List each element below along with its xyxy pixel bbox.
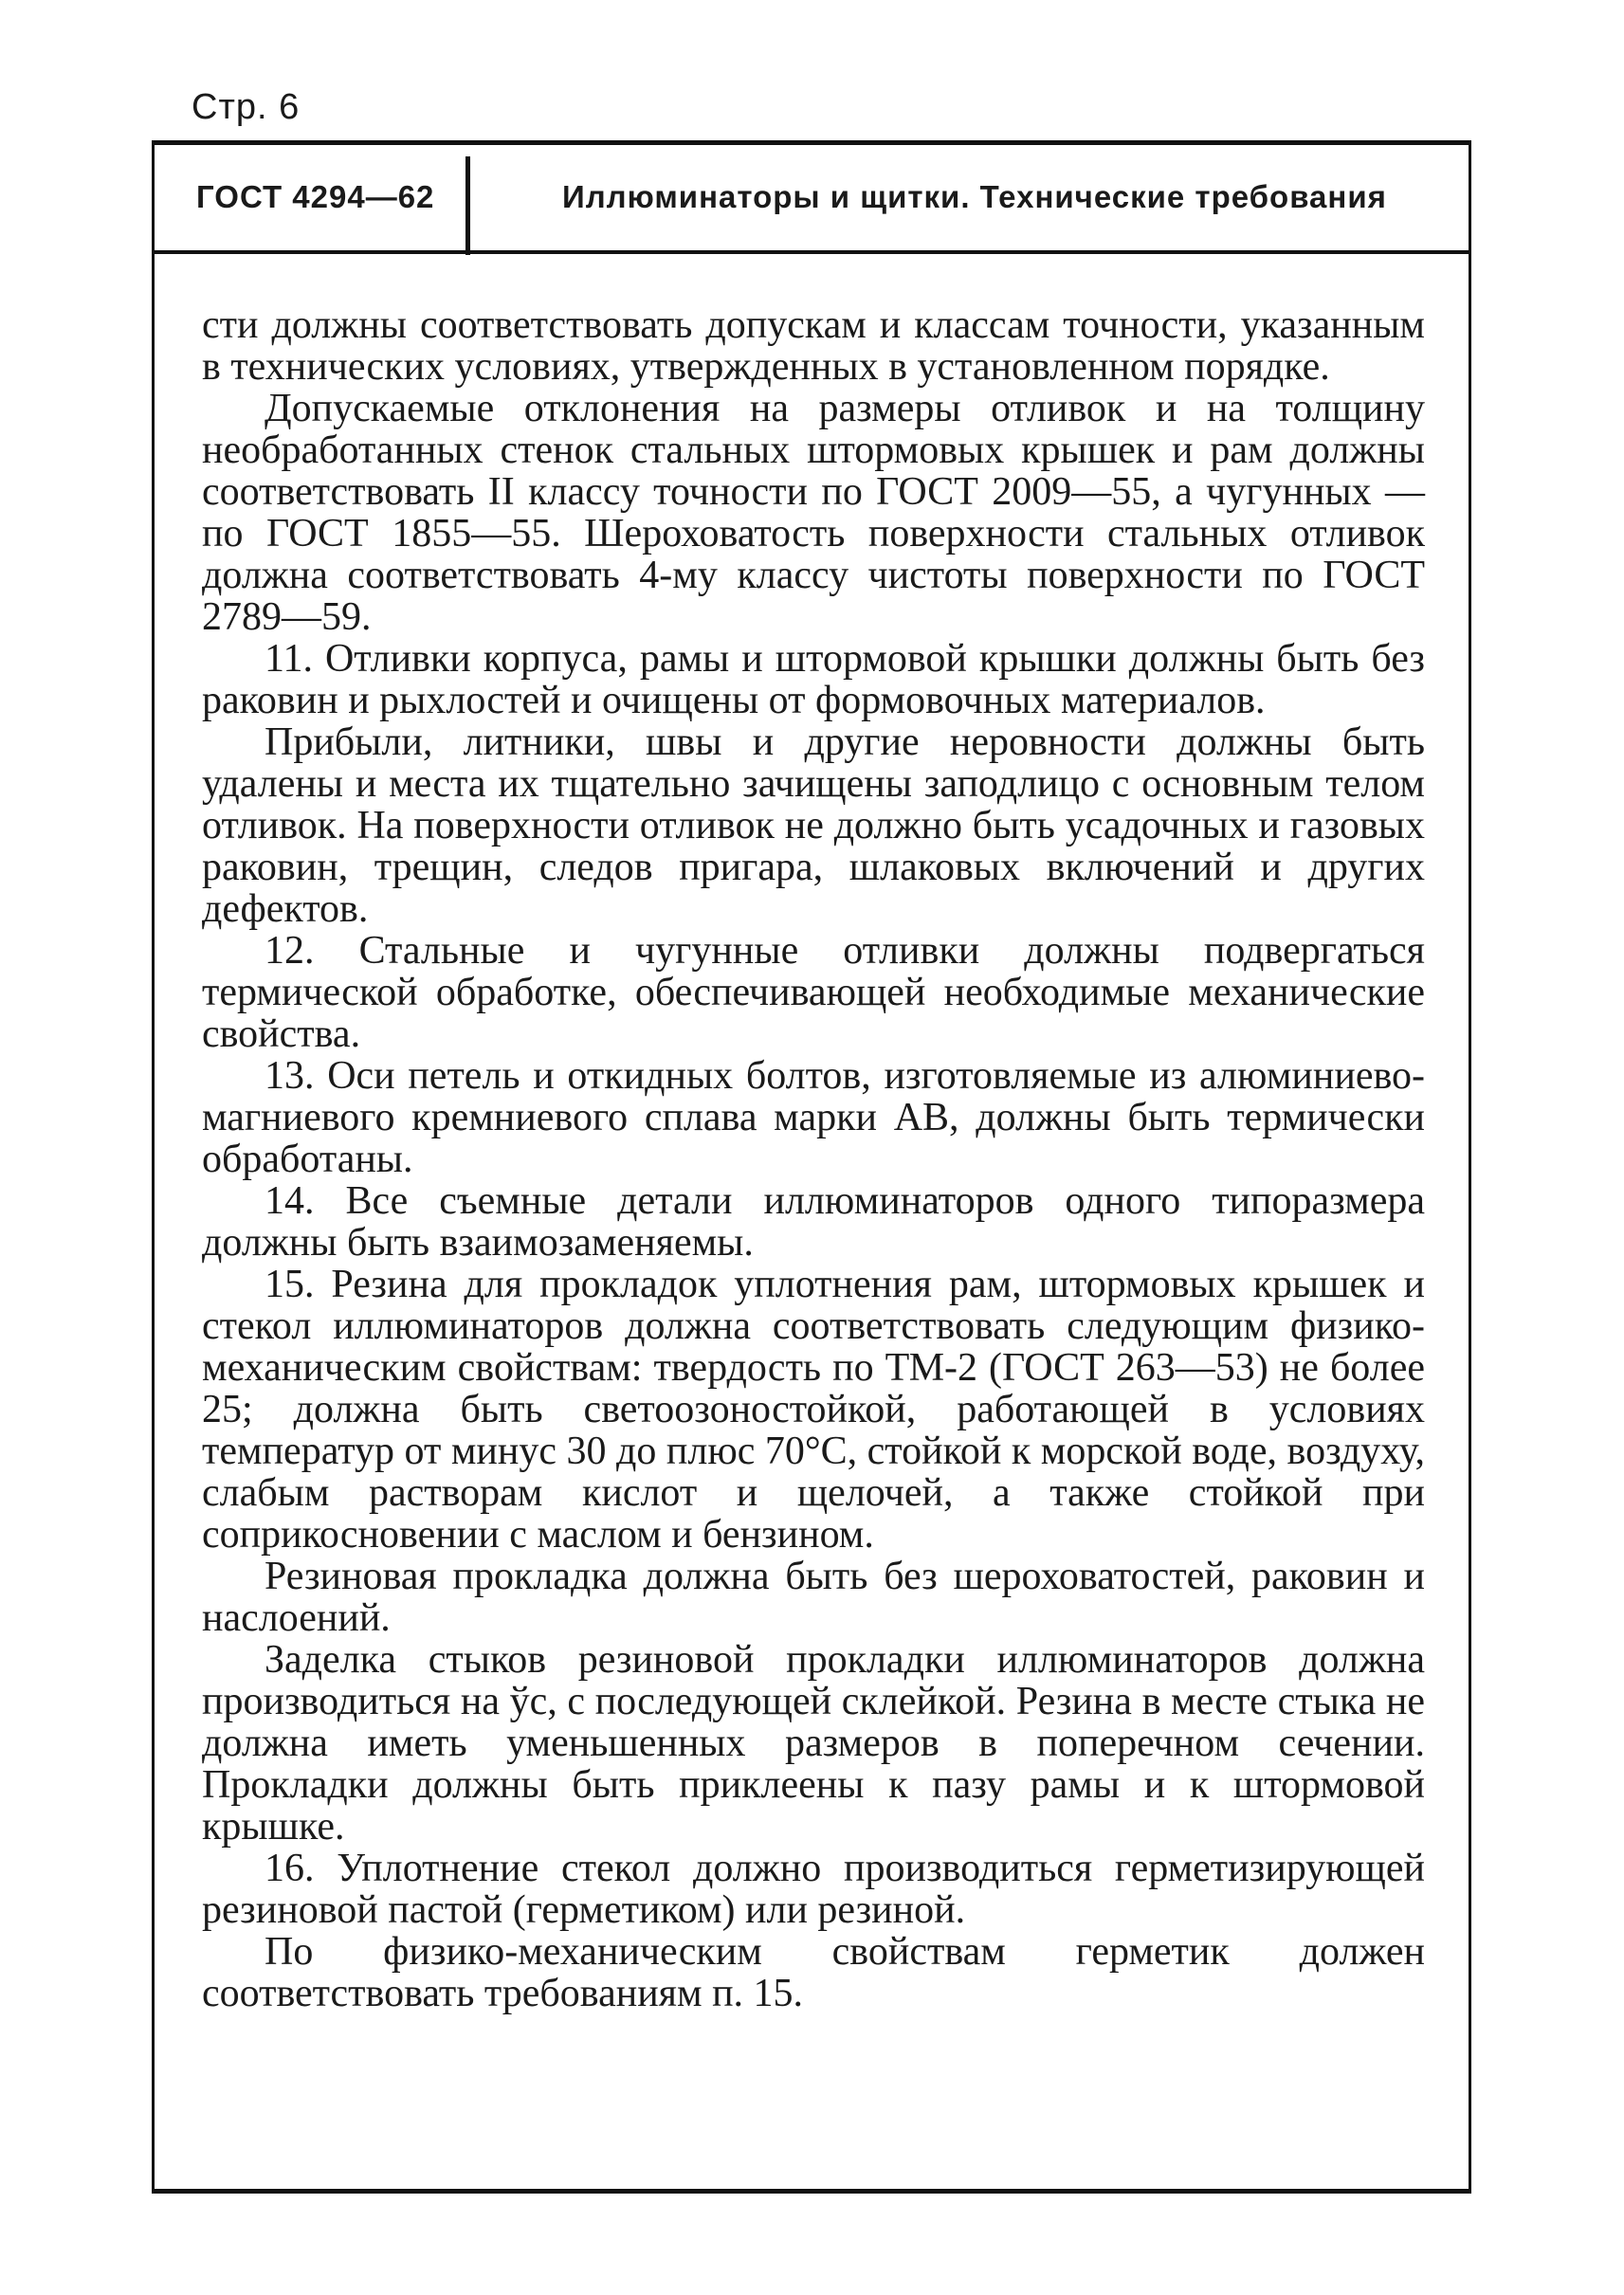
- paragraph: 11. Отливки корпуса, рамы и штормовой крышки должны быть без раковин и рыхлостей и очищены от формовочных материалов.: [202, 637, 1425, 722]
- paragraph: Заделка стыков резиновой прокладки иллюминаторов должна производиться на ўс, с последующей склейкой. Резина в месте стыка не должна иметь уменьшенных размеров в поперечном сечении. Прокладки должны быть приклеены к пазу рамы и к штормовой крышке.: [202, 1638, 1425, 1849]
- paragraph: 13. Оси петель и откидных болтов, изготовляемые из алюминиево-магниевого кремниевого сплава марки АВ, должны быть термически обработаны.: [202, 1054, 1425, 1181]
- paragraph: По физико-механическим свойствам герметик должен соответствовать требованиям п. 15.: [202, 1930, 1425, 2015]
- document-frame: [152, 140, 1471, 2194]
- paragraph: Допускаемые отклонения на размеры отливок и на толщину необработанных стенок стальных штормовых крышек и рам должны соответствовать II классу точности по ГОСТ 2009—55, а чугунных — по ГОСТ 1855—55. Шероховатость поверхности стальных отливок должна соответствовать 4-му классу чистоты поверхности по ГОСТ 2789—59.: [202, 387, 1425, 639]
- page-number: Стр. 6: [192, 87, 301, 127]
- header-divider: [465, 156, 470, 255]
- paragraph: 12. Стальные и чугунные отливки должны подвергаться термической обработке, обеспечивающей необходимые механические свойства.: [202, 929, 1425, 1056]
- body-text: [202, 304, 1425, 2014]
- paragraph: 14. Все съемные детали иллюминаторов одного типоразмера должны быть взаимозаменяемы.: [202, 1179, 1425, 1265]
- paragraph: 16. Уплотнение стекол должно производиться герметизирующей резиновой пастой (герметиком) или резиной.: [202, 1847, 1425, 1932]
- standard-code: ГОСТ 4294—62: [196, 179, 435, 214]
- paragraph: сти должны соответствовать допускам и классам точности, указанным в технических условиях, утвержденных в установленном порядке.: [202, 303, 1425, 389]
- standard-title: Иллюминаторы и щитки. Технические требования: [562, 179, 1387, 214]
- page-header: [155, 145, 1469, 254]
- paragraph: Прибыли, литники, швы и другие неровности должны быть удалены и места их тщательно зачищены заподлицо с основным телом отливок. На поверхности отливок не должно быть усадочных и газовых раковин, трещин, следов пригара, шлаковых включений и других дефектов.: [202, 720, 1425, 931]
- paragraph: Резиновая прокладка должна быть без шероховатостей, раковин и наслоений.: [202, 1555, 1425, 1640]
- paragraph: 15. Резина для прокладок уплотнения рам, штормовых крышек и стекол иллюминаторов должна соответствовать следующим физико-механическим свойствам: твердость по ТМ-2 (ГОСТ 263—53) не более 25; должна быть светоозоностойкой, работающей в условиях температур от минус 30 до плюс 70°С, стойкой к морской воде, воздуху, слабым растворам кислот и щелочей, а также стойкой при соприкосновении с маслом и бензином.: [202, 1263, 1425, 1557]
